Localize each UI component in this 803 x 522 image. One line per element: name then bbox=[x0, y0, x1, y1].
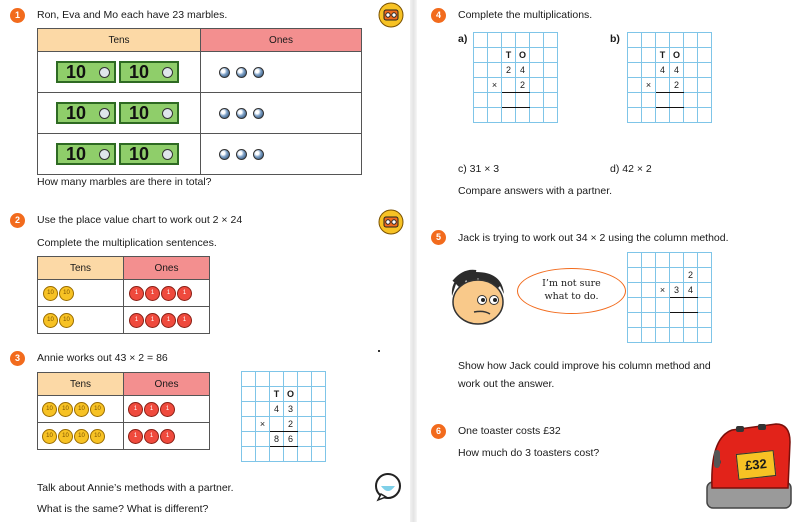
ten-bundle-icon: 10 bbox=[56, 102, 116, 124]
ones-cell bbox=[124, 423, 210, 450]
tens-header: Tens bbox=[38, 29, 201, 52]
ten-coin-icon: 10 bbox=[90, 402, 105, 417]
marble-icon bbox=[219, 67, 230, 78]
tens-cell bbox=[38, 396, 124, 423]
part-c: c) 31 × 3 bbox=[458, 163, 500, 175]
ones-cell bbox=[124, 307, 210, 334]
grid-multiply-sign: × bbox=[656, 283, 670, 298]
question-4-number: 4 bbox=[431, 8, 446, 23]
grid-o-header: O bbox=[284, 387, 298, 402]
one-coin-icon: 1 bbox=[144, 429, 159, 444]
question-2-number: 2 bbox=[10, 213, 25, 228]
grid-answer-digit: 8 bbox=[270, 432, 284, 447]
stray-dot bbox=[378, 350, 380, 352]
ones-cell bbox=[201, 134, 362, 175]
one-coin-icon: 1 bbox=[160, 429, 175, 444]
grid-digit: 4 bbox=[270, 402, 284, 417]
question-1-text: Ron, Eva and Mo each have 23 marbles. bbox=[37, 9, 228, 21]
ten-coin-icon: 10 bbox=[42, 429, 57, 444]
grid-digit: 2 bbox=[670, 78, 684, 93]
annie-column-method-grid bbox=[241, 371, 326, 462]
one-coin-icon: 1 bbox=[177, 313, 192, 328]
question-6-text: One toaster costs £32 bbox=[458, 425, 561, 437]
ten-coin-icon: 10 bbox=[74, 402, 89, 417]
grid-digit: 4 bbox=[684, 283, 698, 298]
grid-digit: 4 bbox=[516, 63, 530, 78]
page-divider bbox=[410, 0, 417, 522]
ten-bundle-icon: 10 bbox=[119, 102, 179, 124]
ten-bundle-icon: 10 bbox=[119, 143, 179, 165]
grid-o-header: O bbox=[670, 48, 684, 63]
one-coin-icon: 1 bbox=[145, 286, 160, 301]
grid-o-header: O bbox=[516, 48, 530, 63]
part-a-grid bbox=[473, 32, 558, 123]
marble-icon bbox=[236, 108, 247, 119]
jack-column-grid bbox=[627, 252, 712, 343]
answer-cell[interactable] bbox=[516, 93, 530, 108]
one-coin-icon: 1 bbox=[144, 402, 159, 417]
ten-bundle-icon: 10 bbox=[56, 143, 116, 165]
question-1-prompt: How many marbles are there in total? bbox=[37, 176, 212, 188]
one-coin-icon: 1 bbox=[161, 286, 176, 301]
grid-digit: 4 bbox=[656, 63, 670, 78]
grid-digit: 2 bbox=[684, 268, 698, 283]
grid-digit: 2 bbox=[502, 63, 516, 78]
ten-coin-icon: 10 bbox=[58, 429, 73, 444]
part-b-grid bbox=[627, 32, 712, 123]
tens-cell bbox=[38, 423, 124, 450]
part-d: d) 42 × 2 bbox=[610, 163, 652, 175]
ten-bundle-icon: 10 bbox=[56, 61, 116, 83]
one-coin-icon: 1 bbox=[129, 313, 144, 328]
question-5-show-line-1: Show how Jack could improve his column method and bbox=[458, 360, 711, 372]
question-3-number: 3 bbox=[10, 351, 25, 366]
question-6-prompt: How much do 3 toasters cost? bbox=[458, 447, 600, 459]
question-2-text: Use the place value chart to work out 2 × 24 bbox=[37, 214, 243, 226]
marble-icon bbox=[236, 67, 247, 78]
grid-digit: 3 bbox=[670, 283, 684, 298]
grid-t-header: T bbox=[656, 48, 670, 63]
ten-coin-icon: 10 bbox=[59, 313, 74, 328]
ten-coin-icon: 10 bbox=[42, 402, 57, 417]
price-tag: £32 bbox=[736, 450, 777, 480]
ten-coin-icon: 10 bbox=[43, 313, 58, 328]
question-4-text: Complete the multiplications. bbox=[458, 9, 593, 21]
grid-t-header: T bbox=[502, 48, 516, 63]
ten-coin-icon: 10 bbox=[74, 429, 89, 444]
question-3-text: Annie works out 43 × 2 = 86 bbox=[37, 352, 168, 364]
ten-coin-icon: 10 bbox=[59, 286, 74, 301]
ten-coin-icon: 10 bbox=[43, 286, 58, 301]
ones-cell bbox=[201, 52, 362, 93]
marble-icon bbox=[253, 149, 264, 160]
tens-header: Tens bbox=[38, 257, 124, 280]
answer-cell[interactable] bbox=[670, 93, 684, 108]
question-5-show-line-2: work out the answer. bbox=[458, 378, 555, 390]
tens-cell bbox=[38, 93, 201, 134]
grid-digit: 4 bbox=[670, 63, 684, 78]
grid-digit: 2 bbox=[284, 417, 298, 432]
speech-bubble bbox=[517, 268, 626, 314]
ones-header: Ones bbox=[201, 29, 362, 52]
ten-bundle-icon: 10 bbox=[119, 61, 179, 83]
grid-multiply-sign: × bbox=[488, 78, 502, 93]
question-4-compare: Compare answers with a partner. bbox=[458, 185, 613, 197]
grid-digit: 3 bbox=[284, 402, 298, 417]
speech-line-1: I’m not sure bbox=[542, 278, 601, 289]
part-a-label: a) bbox=[458, 33, 468, 45]
question-5-text: Jack is trying to work out 34 × 2 using the column method. bbox=[458, 232, 729, 244]
ones-cell bbox=[201, 93, 362, 134]
tens-header: Tens bbox=[38, 373, 124, 396]
one-coin-icon: 1 bbox=[128, 429, 143, 444]
ones-cell bbox=[124, 280, 210, 307]
question-3-compare: What is the same? What is different? bbox=[37, 503, 209, 515]
grid-t-header: T bbox=[270, 387, 284, 402]
speech-line-2: what to do. bbox=[544, 291, 599, 302]
tens-cell bbox=[38, 307, 124, 334]
marble-icon bbox=[253, 108, 264, 119]
one-coin-icon: 1 bbox=[128, 402, 143, 417]
grid-multiply-sign: × bbox=[256, 417, 270, 432]
ones-header: Ones bbox=[124, 373, 210, 396]
answer-cell[interactable] bbox=[502, 93, 516, 108]
question-2-subtext: Complete the multiplication sentences. bbox=[37, 237, 217, 249]
tens-cell bbox=[38, 52, 201, 93]
coins-place-value-chart-q2 bbox=[37, 256, 210, 334]
one-coin-icon: 1 bbox=[160, 402, 175, 417]
marble-icon bbox=[236, 149, 247, 160]
ones-header: Ones bbox=[124, 257, 210, 280]
tens-cell bbox=[38, 280, 124, 307]
marbles-place-value-chart bbox=[37, 28, 362, 175]
reasoning-robot-icon bbox=[378, 209, 404, 235]
discussion-bubble-icon bbox=[373, 472, 403, 502]
tens-cell bbox=[38, 134, 201, 175]
grid-multiply-sign: × bbox=[642, 78, 656, 93]
marble-icon bbox=[253, 67, 264, 78]
one-coin-icon: 1 bbox=[161, 313, 176, 328]
ten-coin-icon: 10 bbox=[90, 429, 105, 444]
ones-cell bbox=[124, 396, 210, 423]
grid-digit: 2 bbox=[516, 78, 530, 93]
marble-icon bbox=[219, 149, 230, 160]
one-coin-icon: 1 bbox=[177, 286, 192, 301]
question-1-number: 1 bbox=[10, 8, 25, 23]
ten-coin-icon: 10 bbox=[58, 402, 73, 417]
one-coin-icon: 1 bbox=[129, 286, 144, 301]
part-b-label: b) bbox=[610, 33, 620, 45]
one-coin-icon: 1 bbox=[145, 313, 160, 328]
jack-character-icon bbox=[446, 266, 512, 328]
grid-answer-digit: 6 bbox=[284, 432, 298, 447]
answer-cell[interactable] bbox=[656, 93, 670, 108]
question-5-number: 5 bbox=[431, 230, 446, 245]
marble-icon bbox=[219, 108, 230, 119]
reasoning-robot-icon bbox=[378, 2, 404, 28]
question-6-number: 6 bbox=[431, 424, 446, 439]
question-3-talk: Talk about Annie’s methods with a partner. bbox=[37, 482, 234, 494]
coins-place-value-chart-q3 bbox=[37, 372, 210, 450]
